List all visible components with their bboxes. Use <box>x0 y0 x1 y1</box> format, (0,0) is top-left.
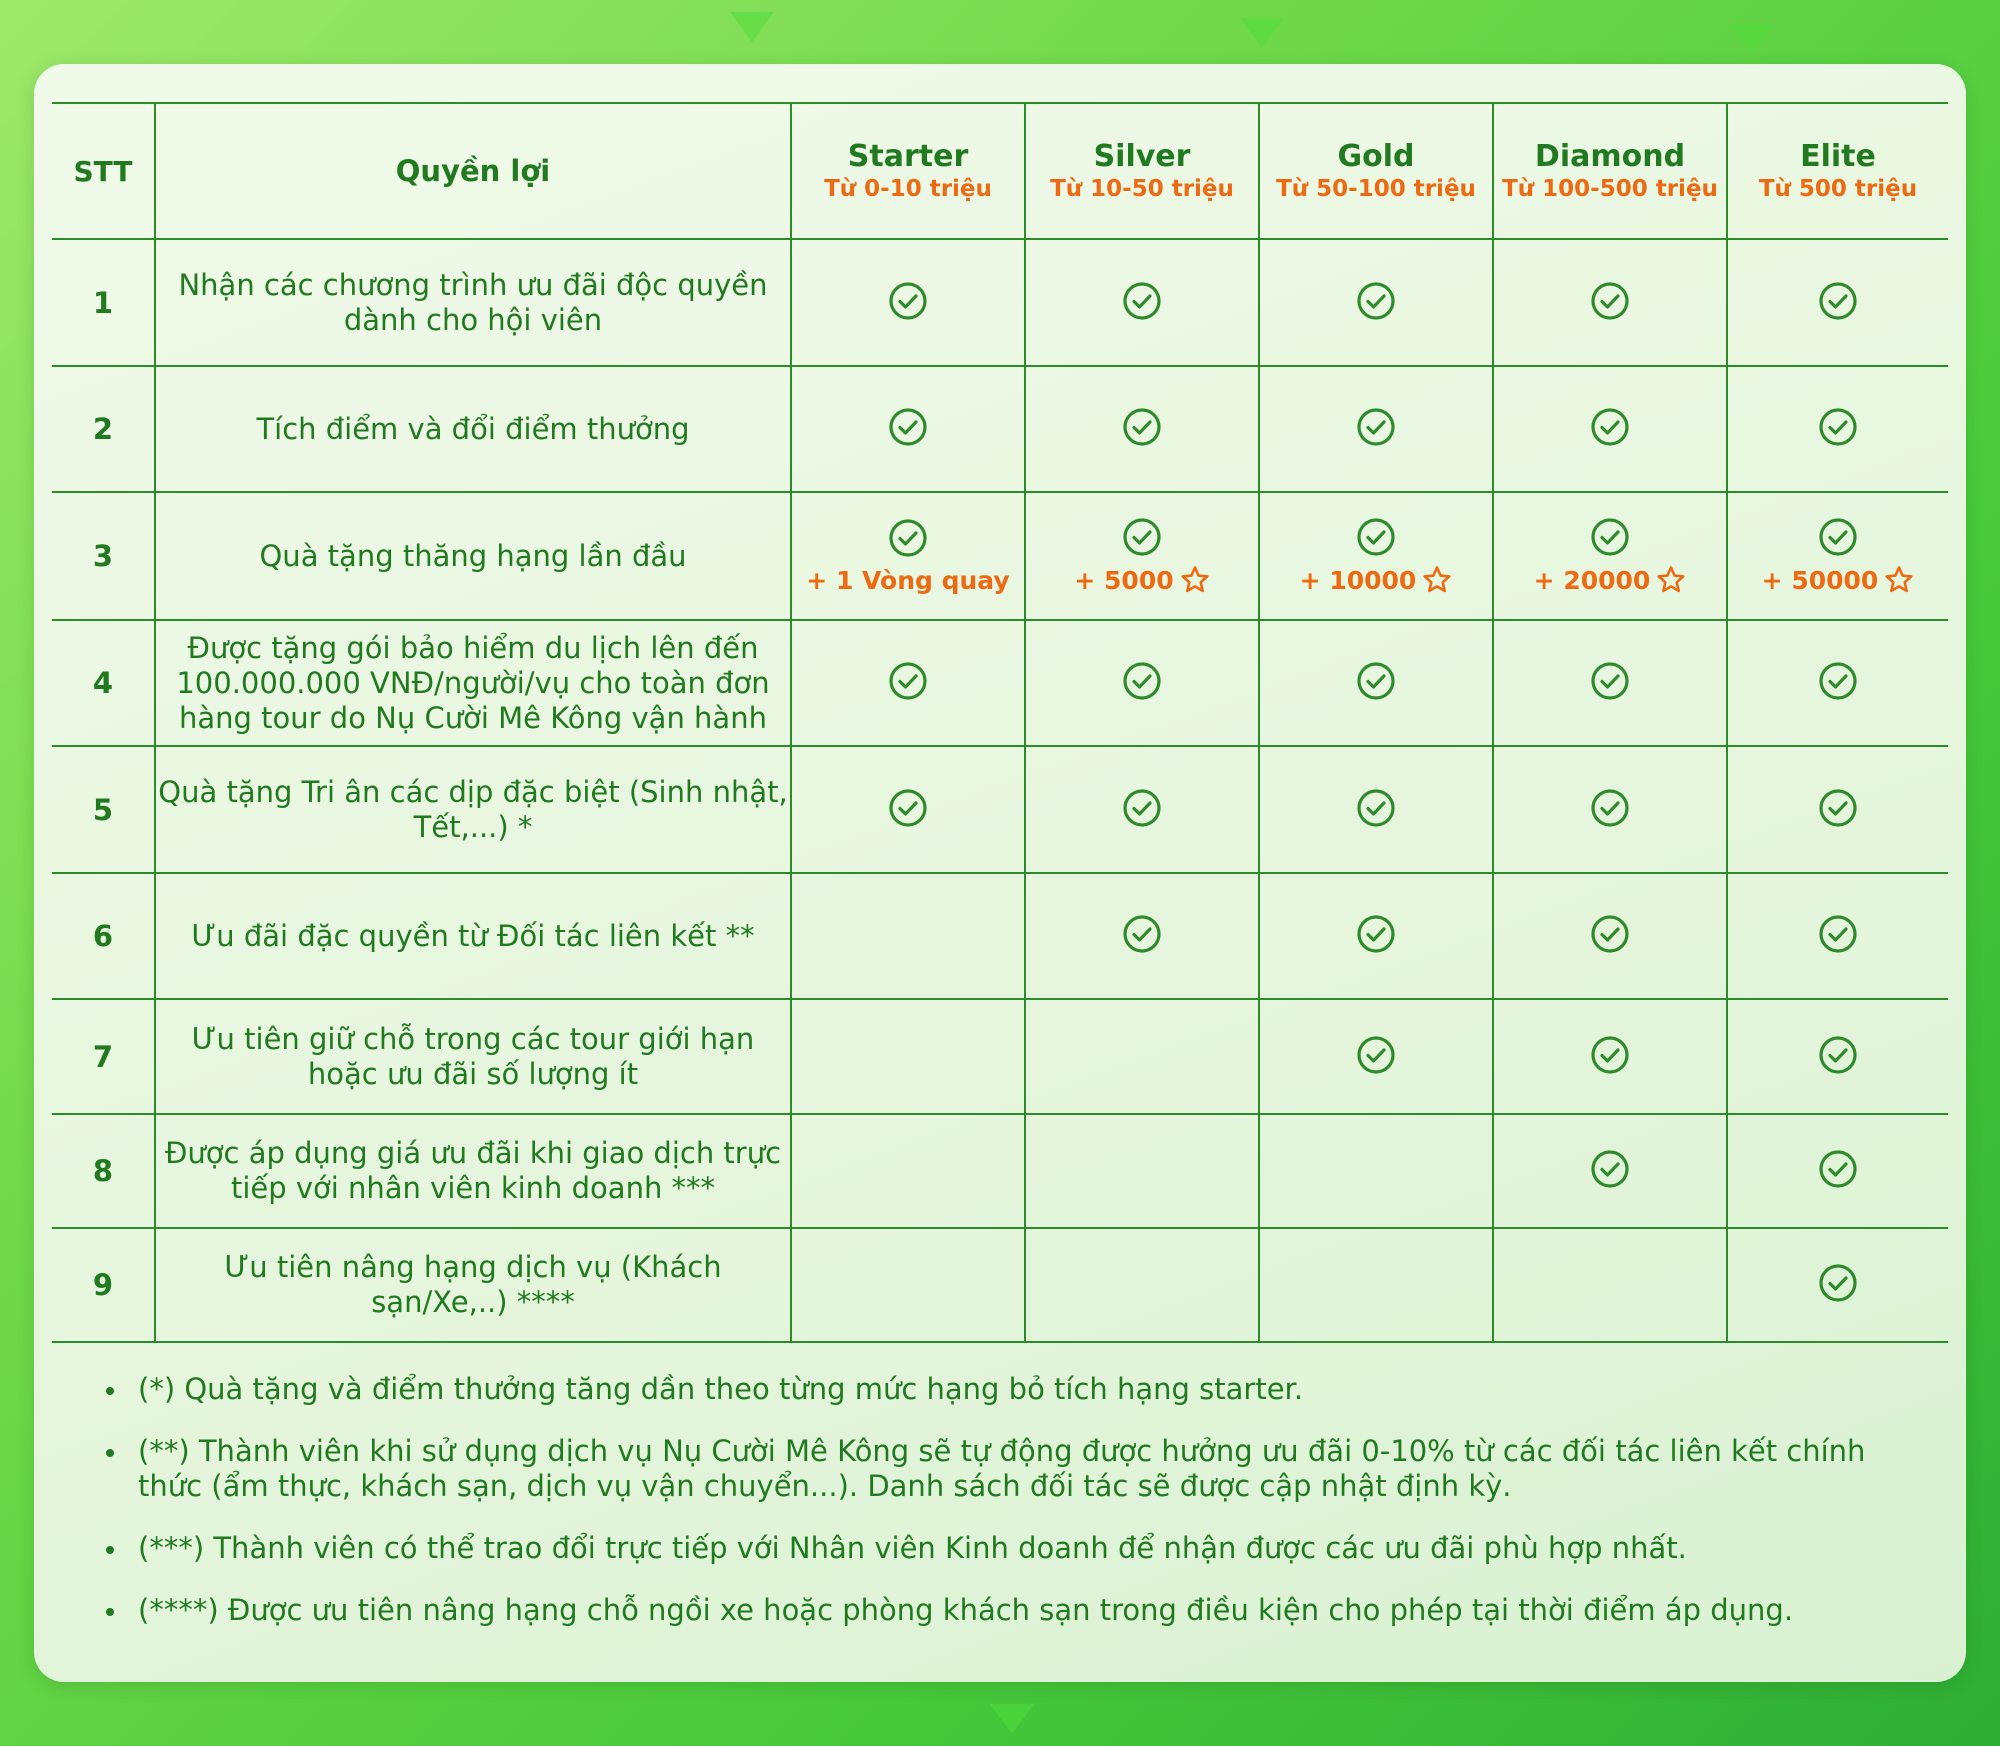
benefit-description: Tích điểm và đổi điểm thưởng <box>155 366 791 492</box>
benefit-description: Được áp dụng giá ưu đãi khi giao dịch trực tiếp với nhân viên kinh doanh *** <box>155 1114 791 1228</box>
tier-cell-elite <box>1727 873 1948 999</box>
tier-cell-starter <box>791 746 1025 873</box>
tier-cell-gold <box>1259 366 1493 492</box>
bullet-icon <box>106 1387 114 1395</box>
check-circle-icon <box>1122 914 1162 954</box>
star-outline-icon <box>1884 565 1914 595</box>
tier-range: Từ 10-50 triệu <box>1050 176 1234 202</box>
tier-cell-diamond <box>1493 239 1727 366</box>
check-circle-icon <box>1818 788 1858 828</box>
tier-name: Starter <box>847 139 969 174</box>
tier-cell-gold <box>1259 1228 1493 1342</box>
table-row <box>52 1228 1948 1342</box>
benefit-description: Nhận các chương trình ưu đãi độc quyền dành cho hội viên <box>155 239 791 366</box>
tier-name: Silver <box>1093 139 1191 174</box>
tier-cell-diamond <box>1493 620 1727 746</box>
table-row <box>52 239 1948 366</box>
tier-cell-diamond <box>1493 999 1727 1114</box>
row-number: 1 <box>52 239 155 366</box>
check-circle-icon <box>888 518 928 558</box>
tier-cell-starter <box>791 1228 1025 1342</box>
bonus-label: + 5000 <box>1074 565 1174 595</box>
check-circle-icon <box>1818 661 1858 701</box>
benefit-description: Quà tặng Tri ân các dịp đặc biệt (Sinh nhật, Tết,...) * <box>155 746 791 873</box>
tier-range: Từ 500 triệu <box>1758 176 1918 202</box>
tier-cell-diamond <box>1493 746 1727 873</box>
tier-cell-gold <box>1259 999 1493 1114</box>
benefits-card <box>34 64 1966 1682</box>
check-circle-icon <box>888 788 928 828</box>
table-row <box>52 620 1948 746</box>
tier-cell-diamond <box>1493 873 1727 999</box>
check-circle-icon <box>1818 914 1858 954</box>
footnote-item <box>92 1372 1932 1407</box>
check-circle-icon <box>1818 1149 1858 1189</box>
check-circle-icon <box>1590 661 1630 701</box>
star-outline-icon <box>1422 565 1452 595</box>
check-circle-icon <box>1356 281 1396 321</box>
tier-cell-elite <box>1727 746 1948 873</box>
footnote-item <box>92 1593 1932 1628</box>
tier-cell-elite <box>1727 999 1948 1114</box>
check-circle-icon <box>1356 407 1396 447</box>
tier-cell-silver <box>1025 492 1259 620</box>
tier-cell-gold <box>1259 746 1493 873</box>
tier-cell-starter <box>791 492 1025 620</box>
stt-header: STT <box>52 103 155 239</box>
tier-cell-starter <box>791 873 1025 999</box>
tier-cell-elite <box>1727 620 1948 746</box>
tier-cell-diamond <box>1493 366 1727 492</box>
check-circle-icon <box>1590 517 1630 557</box>
tier-cell-gold <box>1259 239 1493 366</box>
tier-range: Từ 50-100 triệu <box>1276 176 1476 202</box>
decorative-triangle <box>730 12 774 42</box>
tier-cell-starter <box>791 999 1025 1114</box>
check-circle-icon <box>888 281 928 321</box>
check-circle-icon <box>1590 1149 1630 1189</box>
check-circle-icon <box>1590 914 1630 954</box>
benefit-description: Ưu tiên nâng hạng dịch vụ (Khách sạn/Xe,..) **** <box>155 1228 791 1342</box>
benefit-description: Được tặng gói bảo hiểm du lịch lên đến 100.000.000 VNĐ/người/vụ cho toàn đơn hàng tour do Nụ Cười Mê Kông vận hành <box>155 620 791 746</box>
tier-header-gold <box>1259 103 1493 239</box>
check-circle-icon <box>1356 914 1396 954</box>
row-number: 3 <box>52 492 155 620</box>
tier-header-diamond <box>1493 103 1727 239</box>
check-circle-icon <box>1590 788 1630 828</box>
membership-benefits-table <box>52 102 1948 1343</box>
tier-cell-silver <box>1025 620 1259 746</box>
benefit-description: Ưu đãi đặc quyền từ Đối tác liên kết ** <box>155 873 791 999</box>
tier-header-silver <box>1025 103 1259 239</box>
upgrade-bonus <box>1260 565 1492 595</box>
star-outline-icon <box>1180 565 1210 595</box>
footnote-item <box>92 1434 1932 1504</box>
tier-cell-starter <box>791 1114 1025 1228</box>
check-circle-icon <box>1818 407 1858 447</box>
check-circle-icon <box>1356 788 1396 828</box>
check-circle-icon <box>1818 281 1858 321</box>
tier-cell-starter <box>791 366 1025 492</box>
bonus-label: + 20000 <box>1533 565 1651 595</box>
tier-cell-starter <box>791 620 1025 746</box>
decorative-triangle <box>1730 24 1774 54</box>
check-circle-icon <box>1590 407 1630 447</box>
check-circle-icon <box>1818 1035 1858 1075</box>
tier-header-elite <box>1727 103 1948 239</box>
check-circle-icon <box>1818 517 1858 557</box>
tier-cell-elite <box>1727 366 1948 492</box>
table-header-row <box>52 103 1948 239</box>
table-row <box>52 492 1948 620</box>
tier-cell-diamond <box>1493 1114 1727 1228</box>
bonus-label: + 50000 <box>1761 565 1879 595</box>
bullet-icon <box>106 1608 114 1616</box>
tier-cell-silver <box>1025 366 1259 492</box>
tier-cell-starter <box>791 239 1025 366</box>
tier-header-starter <box>791 103 1025 239</box>
row-number: 4 <box>52 620 155 746</box>
benefit-rows <box>52 239 1948 1342</box>
row-number: 7 <box>52 999 155 1114</box>
tier-cell-silver <box>1025 873 1259 999</box>
table-row <box>52 999 1948 1114</box>
check-circle-icon <box>1122 281 1162 321</box>
tier-cell-diamond <box>1493 1228 1727 1342</box>
upgrade-bonus <box>1728 565 1948 595</box>
table-row <box>52 746 1948 873</box>
tier-cell-elite <box>1727 239 1948 366</box>
tier-name: Elite <box>1800 139 1876 174</box>
bonus-label: + 1 Vòng quay <box>806 565 1010 595</box>
decorative-triangle <box>1240 18 1284 48</box>
check-circle-icon <box>1122 517 1162 557</box>
row-number: 8 <box>52 1114 155 1228</box>
check-circle-icon <box>1356 517 1396 557</box>
bullet-icon <box>106 1546 114 1554</box>
tier-cell-gold <box>1259 620 1493 746</box>
upgrade-bonus <box>1494 565 1726 595</box>
tier-cell-gold <box>1259 873 1493 999</box>
check-circle-icon <box>1122 788 1162 828</box>
check-circle-icon <box>1590 281 1630 321</box>
check-circle-icon <box>1122 407 1162 447</box>
check-circle-icon <box>1590 1035 1630 1075</box>
footnote-text: (****) Được ưu tiên nâng hạng chỗ ngồi xe hoặc phòng khách sạn trong điều kiện cho phép tại thời điểm áp dụng. <box>138 1593 1794 1627</box>
tier-cell-silver <box>1025 1114 1259 1228</box>
row-number: 2 <box>52 366 155 492</box>
tier-cell-elite <box>1727 1114 1948 1228</box>
table-row <box>52 366 1948 492</box>
footnote-text: (*) Quà tặng và điểm thưởng tăng dần theo từng mức hạng bỏ tích hạng starter. <box>138 1372 1304 1406</box>
bonus-label: + 10000 <box>1299 565 1417 595</box>
benefit-description: Ưu tiên giữ chỗ trong các tour giới hạn hoặc ưu đãi số lượng ít <box>155 999 791 1114</box>
tier-range: Từ 100-500 triệu <box>1502 176 1718 202</box>
tier-cell-diamond <box>1493 492 1727 620</box>
tier-name: Gold <box>1337 139 1415 174</box>
tier-cell-gold <box>1259 1114 1493 1228</box>
footnote-text: (**) Thành viên khi sử dụng dịch vụ Nụ Cười Mê Kông sẽ tự động được hưởng ưu đãi 0-10% từ các đối tác liên kết chính thức (ẩm thực, khách sạn, dịch vụ vận chuyển...). Danh sách đối tác sẽ được cập nhật định kỳ. <box>138 1434 1866 1503</box>
bullet-icon <box>106 1449 114 1457</box>
upgrade-bonus <box>1026 565 1258 595</box>
check-circle-icon <box>888 661 928 701</box>
table-row <box>52 873 1948 999</box>
row-number: 9 <box>52 1228 155 1342</box>
tier-cell-silver <box>1025 239 1259 366</box>
benefit-description: Quà tặng thăng hạng lần đầu <box>155 492 791 620</box>
check-circle-icon <box>1356 1035 1396 1075</box>
check-circle-icon <box>1818 1263 1858 1303</box>
star-outline-icon <box>1656 565 1686 595</box>
tier-cell-gold <box>1259 492 1493 620</box>
benefit-header: Quyền lợi <box>155 103 791 239</box>
footnotes-list <box>92 1372 1932 1655</box>
decorative-triangle <box>990 1704 1034 1734</box>
footnote-text: (***) Thành viên có thể trao đổi trực tiếp với Nhân viên Kinh doanh để nhận được các ưu đãi phù hợp nhất. <box>138 1531 1687 1565</box>
tier-cell-elite <box>1727 1228 1948 1342</box>
row-number: 5 <box>52 746 155 873</box>
upgrade-bonus <box>792 566 1024 595</box>
tier-cell-silver <box>1025 999 1259 1114</box>
footnote-item <box>92 1531 1932 1566</box>
row-number: 6 <box>52 873 155 999</box>
check-circle-icon <box>888 407 928 447</box>
tier-cell-silver <box>1025 1228 1259 1342</box>
check-circle-icon <box>1122 661 1162 701</box>
tier-range: Từ 0-10 triệu <box>824 176 992 202</box>
check-circle-icon <box>1356 661 1396 701</box>
tier-name: Diamond <box>1534 139 1686 174</box>
tier-cell-silver <box>1025 746 1259 873</box>
tier-cell-elite <box>1727 492 1948 620</box>
table-row <box>52 1114 1948 1228</box>
